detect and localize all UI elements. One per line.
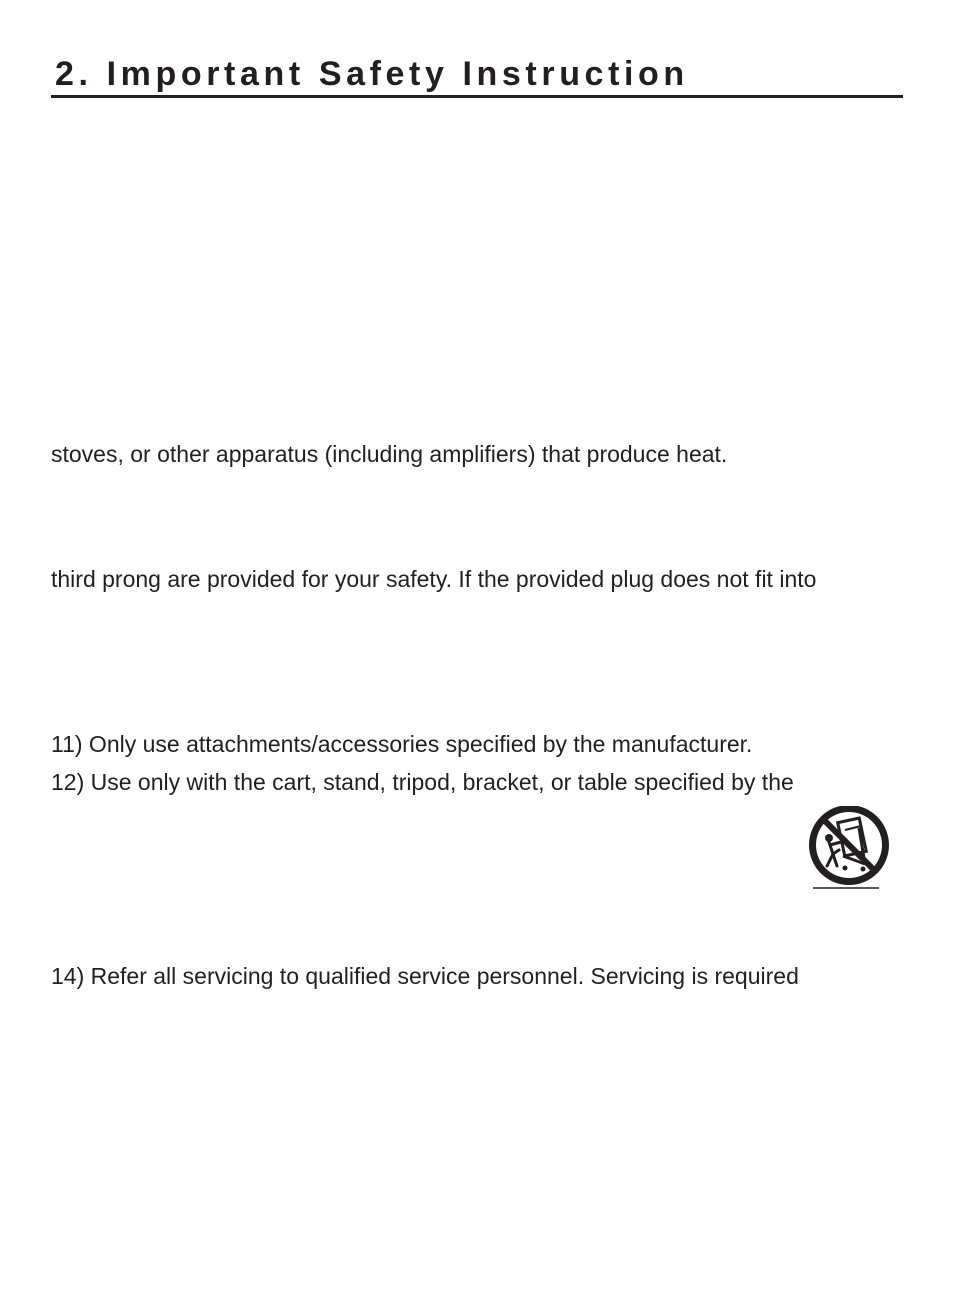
text-line-prong: third prong are provided for your safety. If the provided plug does not fit into <box>51 566 817 592</box>
page-title: 2. Important Safety Instruction <box>55 55 689 93</box>
title-underline <box>51 95 903 98</box>
list-item-14: 14) Refer all servicing to qualified service personnel. Servicing is required <box>51 963 799 989</box>
list-item-12: 12) Use only with the cart, stand, tripod, bracket, or table specified by the <box>51 769 794 795</box>
cart-tip-over-warning-icon <box>803 806 895 892</box>
text-line-heat: stoves, or other apparatus (including amplifiers) that produce heat. <box>51 441 728 467</box>
list-item-11: 11) Only use attachments/accessories specified by the manufacturer. <box>51 731 753 757</box>
